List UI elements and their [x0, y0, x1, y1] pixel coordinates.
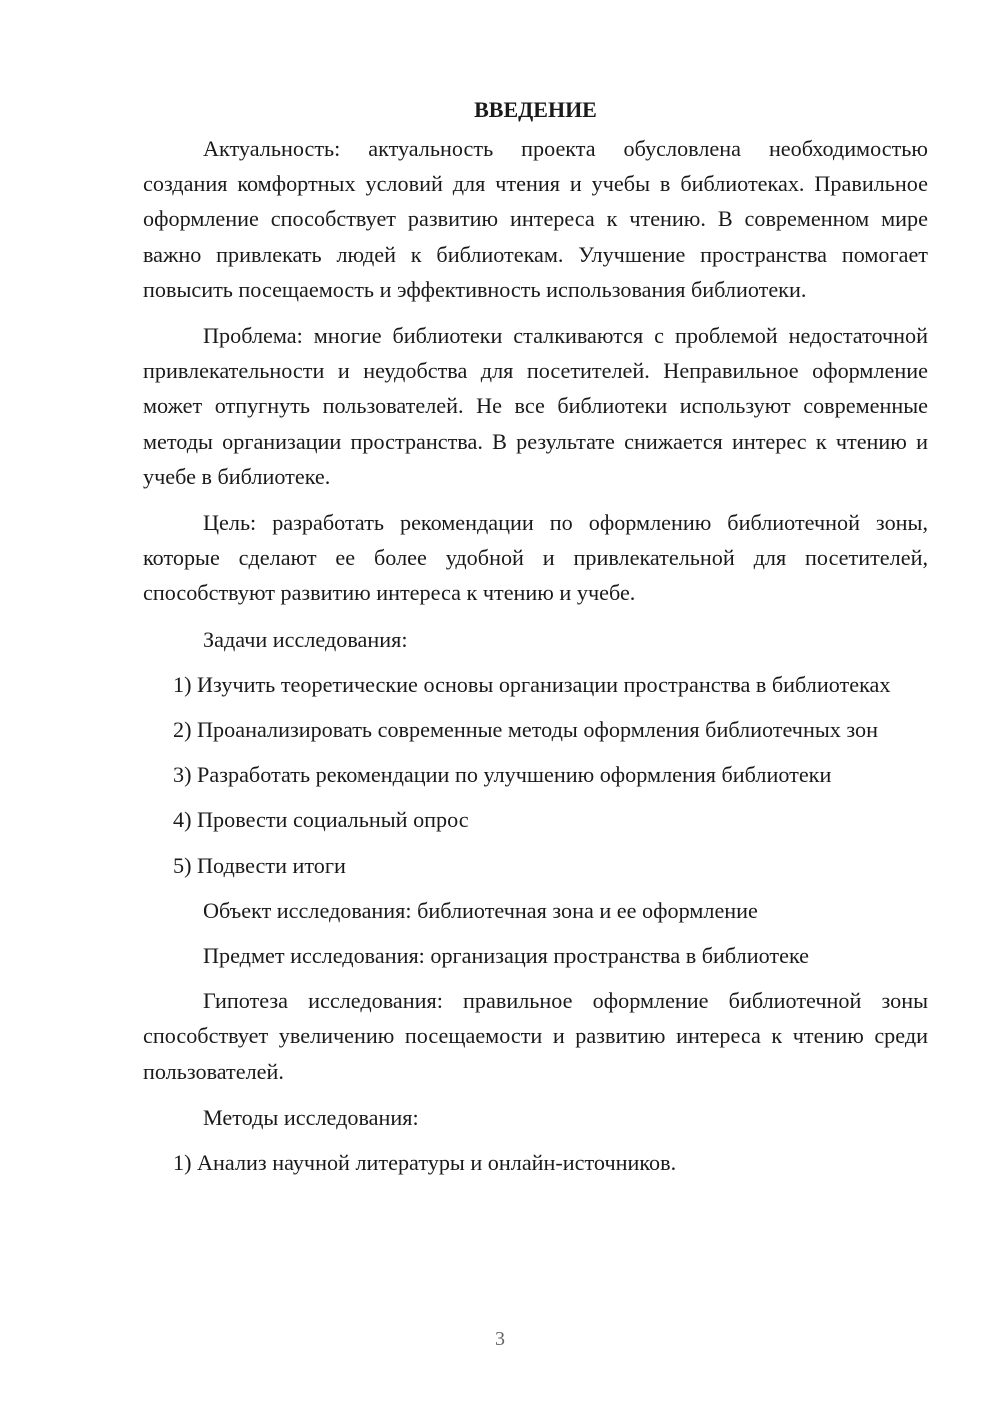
page-content: [143, 92, 928, 1180]
task-item-5: 5) Подвести итоги: [173, 852, 346, 878]
research-subject: Предмет исследования: организация пространства в библиотеке: [203, 943, 810, 969]
research-object: Объект исследования: библиотечная зона и ее оформление: [203, 897, 758, 923]
problem-paragraph: Проблема: многие библиотеки сталкиваются с проблемой недостаточной привлекательности и неудобства для посетителей. Неправильное оформление может отпугнуть пользователей. Не все библиотеки используют современные методы организации пространства. В результате снижается интерес к чтению и учебе в библиотеке.: [143, 323, 928, 489]
methods-heading: Методы исследования:: [203, 1104, 419, 1130]
relevance-paragraph: Актуальность: актуальность проекта обусловлена необходимостью создания комфортных условий для чтения и учебы в библиотеках. Правильное оформление способствует развитию интереса к чтению. В современном мире важно привлекать людей к библиотекам. Улучшение пространства помогает повысить посещаемость и эффективность использования библиотеки.: [143, 136, 928, 302]
section-title: ВВЕДЕНИЕ: [474, 97, 597, 122]
task-item-1: 1) Изучить теоретические основы организации пространства в библиотеках: [173, 671, 891, 697]
task-item-4: 4) Провести социальный опрос: [173, 807, 469, 833]
tasks-heading: Задачи исследования:: [203, 626, 408, 652]
method-item-1: 1) Анализ научной литературы и онлайн-источников.: [173, 1150, 677, 1176]
task-item-2: 2) Проанализировать современные методы оформления библиотечных зон: [173, 717, 878, 743]
research-hypothesis: Гипотеза исследования: правильное оформление библиотечной зоны способствует увеличению посещаемости и развитию интереса к чтению среди пользователей.: [143, 988, 928, 1084]
page-number: 3: [495, 1328, 505, 1350]
task-item-3: 3) Разработать рекомендации по улучшению оформления библиотеки: [173, 762, 832, 788]
goal-paragraph: Цель: разработать рекомендации по оформлению библиотечной зоны, которые сделают ее более удобной и привлекательной для посетителей, способствуют развитию интереса к чтению и учебе.: [143, 510, 928, 606]
